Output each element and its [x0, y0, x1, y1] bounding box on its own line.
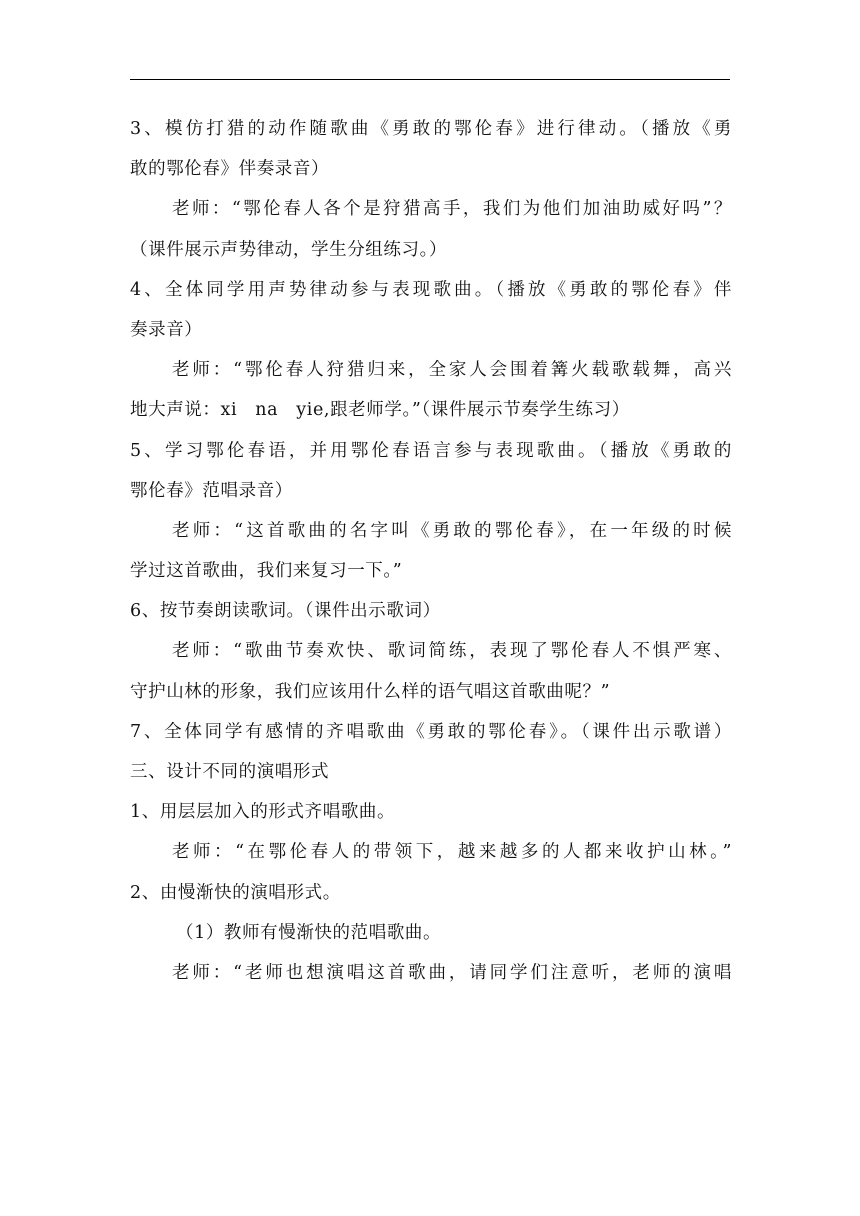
paragraph-line: 老师：“老师也想演唱这首歌曲，请同学们注意听，老师的演唱 — [172, 962, 732, 983]
paragraph-line: 老师：“鄂伦春人狩猎归来，全家人会围着篝火载歌载舞，高兴 — [172, 360, 732, 381]
paragraph-line: 地大声说：xi na yie,跟老师学。”（课件展示节奏学生练习） — [130, 400, 630, 421]
paragraph-line: （课件展示声势律动，学生分组练习。） — [130, 239, 448, 260]
header-rule — [130, 79, 730, 80]
paragraph-line: 老师：“这首歌曲的名字叫《勇敢的鄂伦春》，在一年级的时候 — [172, 520, 732, 541]
paragraph-line: 6、按节奏朗读歌词。（课件出示歌词） — [130, 601, 441, 622]
paragraph-line: （1）教师有慢渐快的范唱歌曲。 — [176, 922, 442, 943]
document-body — [130, 109, 732, 993]
paragraph-line: 老师：“歌曲节奏欢快、歌词简练，表现了鄂伦春人不惧严寒、 — [172, 641, 732, 662]
paragraph-line: 老师：“鄂伦春人各个是狩猎高手，我们为他们加油助威好吗”？ — [172, 199, 732, 220]
section-heading: 三、设计不同的演唱形式 — [130, 762, 330, 782]
paragraph-line: 7、全体同学有感情的齐唱歌曲《勇敢的鄂伦春》。（课件出示歌谱） — [130, 721, 732, 742]
paragraph-line: 鄂伦春》范唱录音） — [130, 480, 293, 501]
paragraph-line: 学过这首歌曲，我们来复习一下。” — [130, 561, 403, 582]
paragraph-line: 1、用层层加入的形式齐唱歌曲。 — [130, 802, 396, 823]
paragraph-line: 3、模仿打猎的动作随歌曲《勇敢的鄂伦春》进行律动。（播放《勇 — [130, 119, 732, 139]
paragraph-line: 守护山林的形象，我们应该用什么样的语气唱这首歌曲呢？” — [130, 681, 611, 702]
paragraph-line: 奏录音） — [130, 319, 203, 340]
paragraph-line: 敢的鄂伦春》伴奏录音） — [130, 159, 330, 180]
paragraph-line: 老师：“在鄂伦春人的带领下，越来越多的人都来收护山林。” — [172, 842, 732, 863]
paragraph-line: 4、全体同学用声势律动参与表现歌曲。（播放《勇敢的鄂伦春》伴 — [130, 279, 732, 300]
paragraph-line: 5、学习鄂伦春语，并用鄂伦春语言参与表现歌曲。（播放《勇敢的 — [130, 440, 732, 461]
paragraph-line: 2、由慢渐快的演唱形式。 — [130, 882, 341, 903]
